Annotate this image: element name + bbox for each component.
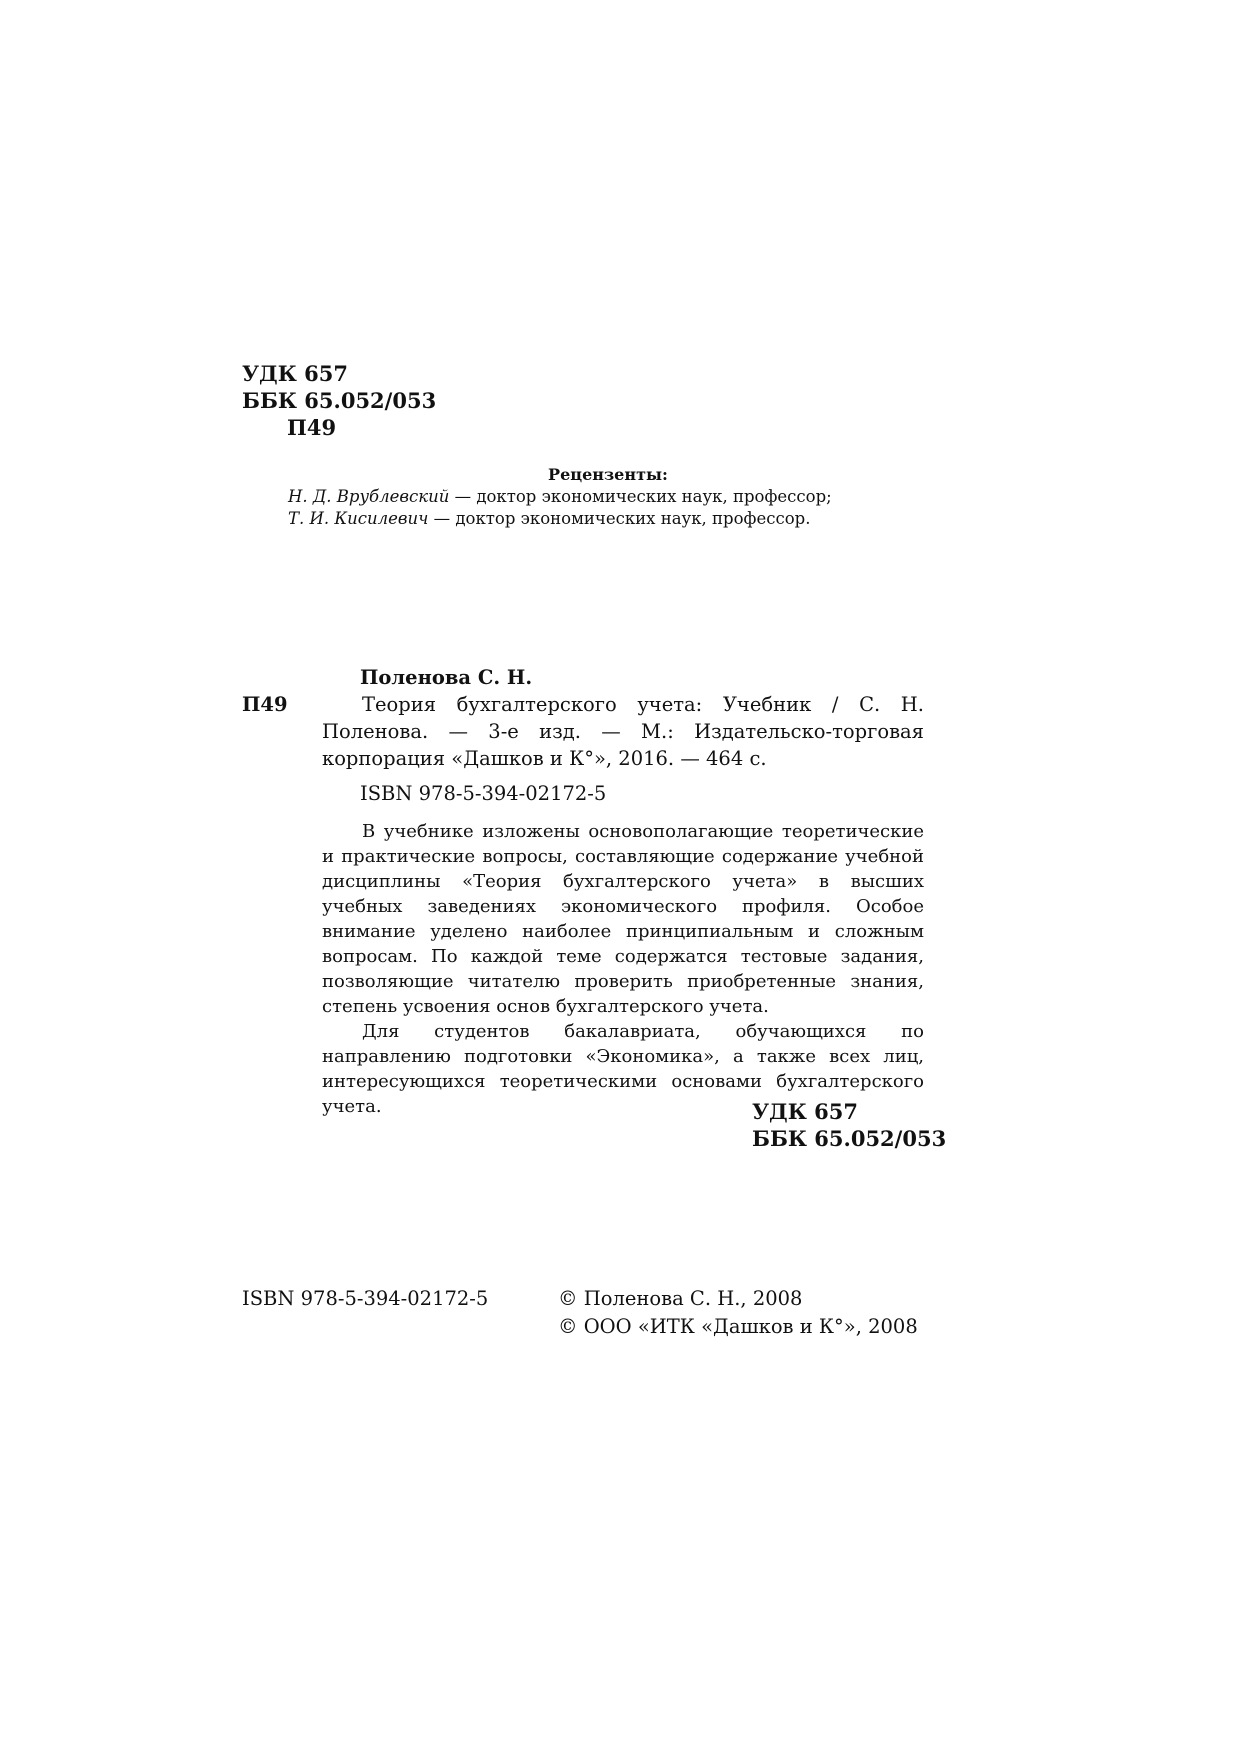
annotation	[322, 819, 924, 1119]
bbk-label: ББК 65.052/053	[242, 388, 437, 413]
bibliographic-record	[242, 664, 924, 807]
bbk-label: ББК 65.052/053	[752, 1126, 947, 1151]
reviewer-name: Н. Д. Врублевский	[288, 487, 450, 506]
bibliographic-row	[242, 691, 924, 772]
isbn-line: ISBN 978-5-394-02172-5	[360, 782, 607, 805]
reviewers-heading: Рецензенты:	[548, 465, 668, 484]
classification-top	[242, 360, 436, 441]
annotation-paragraph: Для студентов бакалавриата, обучающихся по направлению подготовки «Экономика», а также всех лиц, интересующихся теоретическими основами бухгалтерского учета.	[322, 1021, 924, 1117]
annotation-paragraph: В учебнике изложены основополагающие теоретические и практические вопросы, составляющие содержание учебной дисциплины «Теория бухгалтерского учета» в высших учебных заведениях экономического профиля. Особое внимание уделено наиболее принципиальным и сложным вопросам. По каждой теме содержатся тестовые задания, позволяющие читателю проверить приобретенные знания, степень усвоения основ бухгалтерского учета.	[322, 821, 924, 1017]
reviewers-block	[288, 464, 928, 530]
reviewer-desc: — доктор экономических наук, профессор;	[449, 487, 832, 506]
copyright-line: © Поленова С. Н., 2008	[558, 1287, 803, 1310]
copyright-block	[558, 1285, 918, 1341]
author-code: П49	[287, 415, 337, 440]
reviewer-line	[288, 486, 928, 508]
copyright-line: © ООО «ИТК «Дашков и К°», 2008	[558, 1315, 918, 1338]
reviewer-name: Т. И. Кисилевич	[288, 509, 429, 528]
reviewer-desc: — доктор экономических наук, профессор.	[428, 509, 811, 528]
udk-label: УДК 657	[242, 361, 348, 386]
classification-bottom	[752, 1098, 946, 1152]
author-heading: Поленова С. Н.	[360, 666, 533, 689]
reviewer-line	[288, 508, 928, 530]
footer-isbn: ISBN 978-5-394-02172-5	[242, 1287, 489, 1310]
bibliographic-description: Теория бухгалтерского учета: Учебник / С. Н. Поленова. — 3-е изд. — М.: Издательско-торговая корпорация «Дашков и К°», 2016. — 464 с.	[322, 693, 924, 770]
udk-label: УДК 657	[752, 1099, 858, 1124]
author-code-tag: П49	[242, 693, 288, 716]
